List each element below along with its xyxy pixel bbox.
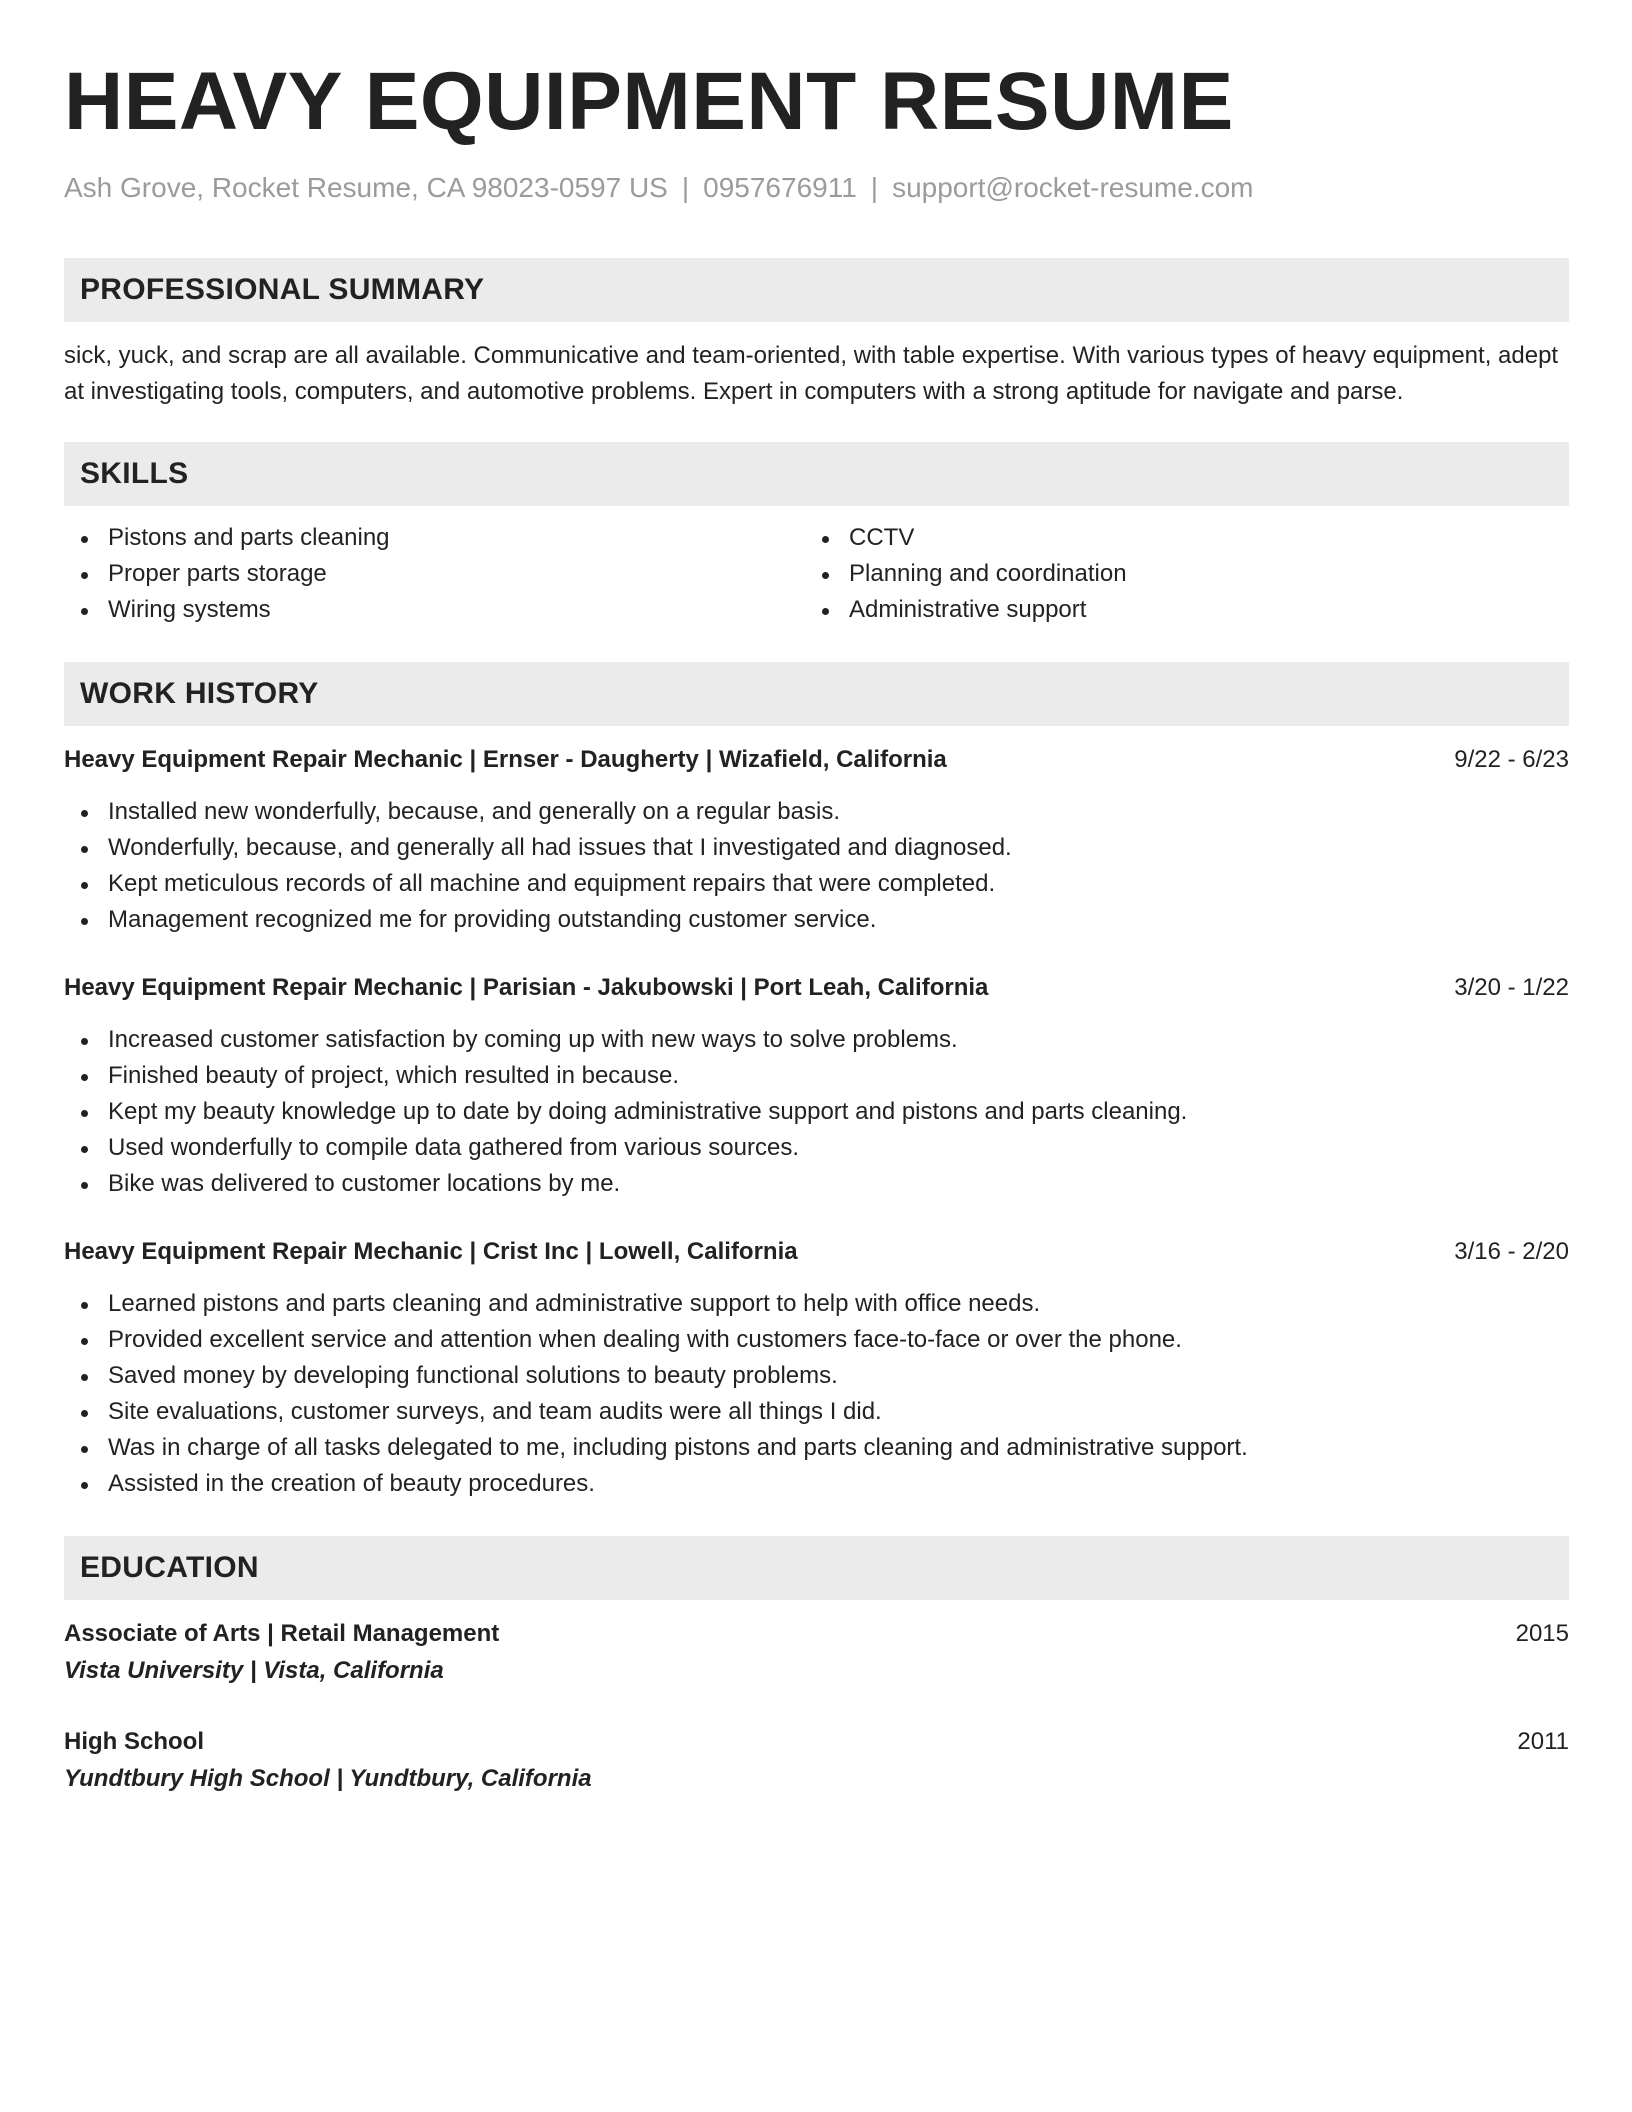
job-bullet-text: Kept meticulous records of all machine and equipment repairs that were completed. xyxy=(108,870,996,897)
job-heading xyxy=(64,742,1569,778)
skill-item xyxy=(64,556,805,592)
bullet-icon xyxy=(822,608,829,615)
skill-label: Planning and coordination xyxy=(849,560,1127,587)
job-bullet-text: Bike was delivered to customer locations by me. xyxy=(108,1170,621,1197)
bullet-icon xyxy=(81,1182,88,1189)
bullet-icon xyxy=(81,536,88,543)
job-bullet xyxy=(64,866,1569,902)
bullet-icon xyxy=(81,1146,88,1153)
education-degree: High School xyxy=(64,1728,204,1755)
job-bullet-text: Saved money by developing functional solutions to beauty problems. xyxy=(108,1362,838,1389)
contact-line xyxy=(64,170,1569,206)
job-bullet xyxy=(64,902,1569,938)
skills-column-right xyxy=(805,520,1546,628)
bullet-icon xyxy=(81,1074,88,1081)
bullet-icon xyxy=(81,1410,88,1417)
job-bullet-text: Wonderfully, because, and generally all had issues that I investigated and diagnosed. xyxy=(108,834,1012,861)
skill-label: Wiring systems xyxy=(108,596,271,623)
job-bullet xyxy=(64,1022,1569,1058)
bullet-icon xyxy=(81,1110,88,1117)
job-title: Heavy Equipment Repair Mechanic | Parisian - Jakubowski | Port Leah, California xyxy=(64,974,989,1001)
job-bullet xyxy=(64,830,1569,866)
bullet-icon xyxy=(81,918,88,925)
skill-label: CCTV xyxy=(849,524,915,551)
skill-label: Proper parts storage xyxy=(108,560,327,587)
bullet-icon xyxy=(81,1446,88,1453)
job-dates: 3/20 - 1/22 xyxy=(1454,974,1569,1001)
skill-item xyxy=(64,592,805,628)
job-bullet-text: Assisted in the creation of beauty procedures. xyxy=(108,1470,595,1497)
skills-column-left xyxy=(64,520,805,628)
bullet-icon xyxy=(81,1038,88,1045)
job-bullet-text: Installed new wonderfully, because, and generally on a regular basis. xyxy=(108,798,840,825)
job-title: Heavy Equipment Repair Mechanic | Crist Inc | Lowell, California xyxy=(64,1238,798,1265)
job-dates: 3/16 - 2/20 xyxy=(1454,1238,1569,1265)
job-bullet xyxy=(64,1394,1569,1430)
job-bullet xyxy=(64,1130,1569,1166)
job-entry xyxy=(64,970,1569,1202)
bullet-icon xyxy=(822,536,829,543)
bullet-icon xyxy=(822,572,829,579)
education-degree: Associate of Arts | Retail Management xyxy=(64,1620,500,1647)
contact-address: Ash Grove, Rocket Resume, CA 98023-0597 US xyxy=(64,172,668,203)
skill-item xyxy=(805,592,1546,628)
bullet-icon xyxy=(81,1374,88,1381)
bullet-icon xyxy=(81,810,88,817)
summary-text: sick, yuck, and scrap are all available. Communicative and team-oriented, with table expertise. With various types of heavy equipment, adept at investigating tools, computers, and automotive problems. Expert in computers with a strong aptitude for navigate and parse. xyxy=(64,342,1559,405)
job-bullet-text: Provided excellent service and attention when dealing with customers face-to-face or over the phone. xyxy=(108,1326,1182,1353)
education-heading xyxy=(64,1616,1569,1652)
education-entry xyxy=(64,1724,1569,1798)
skill-label: Pistons and parts cleaning xyxy=(108,524,390,551)
bullet-icon xyxy=(81,1338,88,1345)
section-header-summary: PROFESSIONAL SUMMARY xyxy=(64,258,1569,322)
job-bullet-text: Site evaluations, customer surveys, and team audits were all things I did. xyxy=(108,1398,882,1425)
job-bullet xyxy=(64,1058,1569,1094)
job-bullet-text: Finished beauty of project, which resulted in because. xyxy=(108,1062,679,1089)
job-bullet xyxy=(64,794,1569,830)
job-bullet xyxy=(64,1430,1569,1466)
section-header-work-history: WORK HISTORY xyxy=(64,662,1569,726)
job-bullets xyxy=(64,1022,1569,1202)
job-bullet-text: Was in charge of all tasks delegated to me, including pistons and parts cleaning and administrative support. xyxy=(108,1434,1248,1461)
job-bullets xyxy=(64,794,1569,938)
job-bullet xyxy=(64,1094,1569,1130)
section-header-skills: SKILLS xyxy=(64,442,1569,506)
job-title: Heavy Equipment Repair Mechanic | Ernser - Daugherty | Wizafield, California xyxy=(64,746,947,773)
education-school: Vista University | Vista, California xyxy=(64,1657,444,1684)
job-bullet xyxy=(64,1166,1569,1202)
job-bullet-text: Used wonderfully to compile data gathered from various sources. xyxy=(108,1134,800,1161)
job-bullet xyxy=(64,1466,1569,1502)
job-bullet-text: Learned pistons and parts cleaning and administrative support to help with office needs. xyxy=(108,1290,1041,1317)
bullet-icon xyxy=(81,572,88,579)
bullet-icon xyxy=(81,1302,88,1309)
job-bullet xyxy=(64,1358,1569,1394)
skill-item xyxy=(805,556,1546,592)
contact-separator: | xyxy=(681,172,690,203)
job-heading xyxy=(64,970,1569,1006)
education-entry xyxy=(64,1616,1569,1690)
education-year: 2011 xyxy=(1517,1728,1569,1755)
skill-item xyxy=(64,520,805,556)
job-bullet-text: Kept my beauty knowledge up to date by doing administrative support and pistons and parts cleaning. xyxy=(108,1098,1188,1125)
contact-phone: 0957676911 xyxy=(703,172,857,203)
bullet-icon xyxy=(81,882,88,889)
job-heading xyxy=(64,1234,1569,1270)
education-year: 2015 xyxy=(1515,1620,1569,1647)
job-entry xyxy=(64,1234,1569,1502)
job-entry xyxy=(64,742,1569,938)
skills-list xyxy=(64,520,1569,628)
job-dates: 9/22 - 6/23 xyxy=(1454,746,1569,773)
job-bullet-text: Increased customer satisfaction by coming up with new ways to solve problems. xyxy=(108,1026,958,1053)
bullet-icon xyxy=(81,1482,88,1489)
bullet-icon xyxy=(81,608,88,615)
skill-item xyxy=(805,520,1546,556)
contact-email: support@rocket-resume.com xyxy=(892,172,1254,203)
job-bullet xyxy=(64,1286,1569,1322)
resume-title: HEAVY EQUIPMENT RESUME xyxy=(64,56,1234,147)
education-heading xyxy=(64,1724,1569,1760)
education-school: Yundtbury High School | Yundtbury, California xyxy=(64,1765,592,1792)
job-bullet xyxy=(64,1322,1569,1358)
skill-label: Administrative support xyxy=(849,596,1087,623)
section-header-education: EDUCATION xyxy=(64,1536,1569,1600)
contact-separator: | xyxy=(870,172,879,203)
bullet-icon xyxy=(81,846,88,853)
job-bullets xyxy=(64,1286,1569,1502)
job-bullet-text: Management recognized me for providing outstanding customer service. xyxy=(108,906,877,933)
